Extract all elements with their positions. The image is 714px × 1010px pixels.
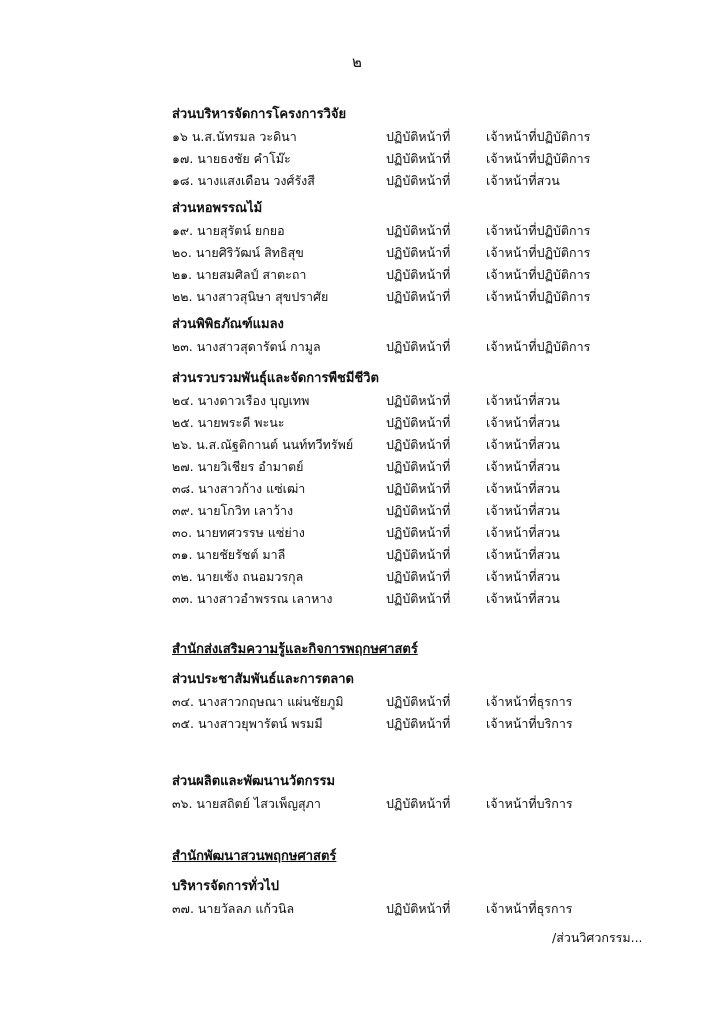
staff-position: เจ้าหน้าที่ปฏิบัติการ	[486, 339, 591, 354]
staff-action: ปฏิบัติหน้าที่	[386, 481, 451, 496]
staff-position: เจ้าหน้าที่สวน	[486, 437, 560, 452]
staff-action: ปฏิบัติหน้าที่	[386, 437, 451, 452]
staff-name: ๑๖ น.ส.นัทรมล วะดินา	[172, 129, 297, 144]
list-item	[172, 170, 642, 192]
staff-action: ปฏิบัติหน้าที่	[386, 716, 451, 731]
staff-action: ปฏิบัติหน้าที่	[386, 129, 451, 144]
list-item	[172, 544, 642, 566]
staff-name: ๒๔. นางดาวเรือง บุญเทพ	[172, 393, 310, 408]
staff-action: ปฏิบัติหน้าที่	[386, 525, 451, 540]
staff-position: เจ้าหน้าที่ธุรการ	[486, 694, 573, 709]
staff-name: ๒๑. นายสมศิลป์ สาตะถา	[172, 267, 307, 282]
staff-position: เจ้าหน้าที่ปฏิบัติการ	[486, 129, 591, 144]
staff-action: ปฏิบัติหน้าที่	[386, 901, 451, 916]
section-title: ส่วนผลิตและพัฒนานวัตกรรม	[172, 774, 336, 789]
list-item	[172, 522, 642, 544]
staff-name: ๓๔. นางสาวกฤษณา แผ่นชัยภูมิ	[172, 694, 344, 709]
list-item	[172, 478, 642, 500]
staff-name: ๓๕. นางสาวยุพารัตน์ พรมมี	[172, 716, 323, 731]
staff-name: ๓๓. นางสาวอำพรรณ เลาหาง	[172, 591, 333, 606]
staff-position: เจ้าหน้าที่ปฏิบัติการ	[486, 223, 591, 238]
staff-action: ปฏิบัติหน้าที่	[386, 289, 451, 304]
office-title: สำนักพัฒนาสวนพฤกษศาสตร์	[172, 849, 337, 864]
staff-action: ปฏิบัติหน้าที่	[386, 173, 451, 188]
staff-action: ปฏิบัติหน้าที่	[386, 591, 451, 606]
staff-action: ปฏิบัติหน้าที่	[386, 223, 451, 238]
section-title: ส่วนบริหารจัดการโครงการวิจัย	[172, 107, 347, 122]
list-item	[172, 242, 642, 264]
staff-action: ปฏิบัติหน้าที่	[386, 694, 451, 709]
staff-position: เจ้าหน้าที่สวน	[486, 547, 560, 562]
staff-list	[172, 104, 642, 920]
staff-action: ปฏิบัติหน้าที่	[386, 459, 451, 474]
section-title: ส่วนประชาสัมพันธ์และการตลาด	[172, 672, 354, 687]
list-item	[172, 456, 642, 478]
list-item	[172, 500, 642, 522]
section-title: ส่วนรวบรวมพันธุ์และจัดการพืชมีชีวิต	[172, 371, 379, 386]
page-number: ๒	[352, 53, 362, 71]
staff-name: ๓๒. นายเซ้ง ถนอมวรกุล	[172, 569, 304, 584]
list-item	[172, 336, 642, 358]
staff-position: เจ้าหน้าที่สวน	[486, 591, 560, 606]
staff-position: เจ้าหน้าที่ปฏิบัติการ	[486, 151, 591, 166]
staff-name: ๒๖. น.ส.ณัฐติกานต์ นนท์ทวีทรัพย์	[172, 437, 354, 452]
staff-position: เจ้าหน้าที่ปฏิบัติการ	[486, 289, 591, 304]
staff-position: เจ้าหน้าที่สวน	[486, 393, 560, 408]
staff-action: ปฏิบัติหน้าที่	[386, 796, 451, 811]
staff-name: ๒๓. นางสาวสุดารัตน์ กามูล	[172, 339, 321, 354]
continuation-note: /ส่วนวิศวกรรม...	[552, 930, 643, 945]
list-item	[172, 286, 642, 308]
list-item	[172, 566, 642, 588]
list-item	[172, 434, 642, 456]
section-title: บริหารจัดการทั่วไป	[172, 879, 279, 894]
staff-action: ปฏิบัติหน้าที่	[386, 267, 451, 282]
staff-position: เจ้าหน้าที่ธุรการ	[486, 901, 573, 916]
staff-position: เจ้าหน้าที่สวน	[486, 525, 560, 540]
staff-action: ปฏิบัติหน้าที่	[386, 339, 451, 354]
staff-position: เจ้าหน้าที่ปฏิบัติการ	[486, 245, 591, 260]
staff-action: ปฏิบัติหน้าที่	[386, 245, 451, 260]
staff-action: ปฏิบัติหน้าที่	[386, 569, 451, 584]
list-item	[172, 713, 642, 735]
section-title: ส่วนหอพรรณไม้	[172, 201, 263, 216]
staff-name: ๒๐. นายศิริวัฒน์ สิทธิสุข	[172, 245, 304, 260]
staff-name: ๓๑. นายชัยรัชต์ มาลี	[172, 547, 286, 562]
list-item	[172, 390, 642, 412]
staff-name: ๒๗. นายวิเชียร อำมาตย์	[172, 459, 304, 474]
list-item	[172, 148, 642, 170]
staff-name: ๓๘. นางสาวก้าง แซ่เฒ่า	[172, 481, 306, 496]
staff-action: ปฏิบัติหน้าที่	[386, 415, 451, 430]
list-item	[172, 264, 642, 286]
list-item	[172, 691, 642, 713]
office-title: สำนักส่งเสริมความรู้และกิจการพฤกษศาสตร์	[172, 642, 418, 657]
staff-name: ๒๒. นางสาวสุนิษา สุขปราศัย	[172, 289, 329, 304]
list-item	[172, 588, 642, 610]
staff-action: ปฏิบัติหน้าที่	[386, 503, 451, 518]
staff-name: ๓๖. นายสถิตย์ ไสวเพ็ญสุภา	[172, 796, 321, 811]
list-item	[172, 412, 642, 434]
staff-position: เจ้าหน้าที่สวน	[486, 415, 560, 430]
list-item	[172, 793, 642, 815]
staff-action: ปฏิบัติหน้าที่	[386, 393, 451, 408]
section-title: ส่วนพิพิธภัณฑ์แมลง	[172, 317, 284, 332]
list-item	[172, 126, 642, 148]
staff-position: เจ้าหน้าที่สวน	[486, 459, 560, 474]
staff-name: ๑๘. นางแสงเดือน วงศ์รังสี	[172, 173, 315, 188]
staff-position: เจ้าหน้าที่บริการ	[486, 716, 573, 731]
staff-name: ๓๐. นายทศวรรษ แซ่ย่าง	[172, 525, 305, 540]
staff-position: เจ้าหน้าที่สวน	[486, 503, 560, 518]
list-item	[172, 220, 642, 242]
staff-position: เจ้าหน้าที่สวน	[486, 481, 560, 496]
staff-action: ปฏิบัติหน้าที่	[386, 547, 451, 562]
staff-action: ปฏิบัติหน้าที่	[386, 151, 451, 166]
staff-name: ๓๙. นายโกวิท เลาว้าง	[172, 503, 294, 518]
staff-name: ๓๗. นายวัลลภ แก้วนิล	[172, 901, 295, 916]
staff-name: ๑๙. นายสุรัตน์ ยกยอ	[172, 223, 285, 238]
staff-name: ๑๗. นายธงชัย คำโม๊ะ	[172, 151, 291, 166]
staff-name: ๒๕. นายพระดี พะนะ	[172, 415, 285, 430]
staff-position: เจ้าหน้าที่บริการ	[486, 796, 573, 811]
staff-position: เจ้าหน้าที่สวน	[486, 173, 560, 188]
staff-position: เจ้าหน้าที่ปฏิบัติการ	[486, 267, 591, 282]
list-item	[172, 898, 642, 920]
staff-position: เจ้าหน้าที่สวน	[486, 569, 560, 584]
